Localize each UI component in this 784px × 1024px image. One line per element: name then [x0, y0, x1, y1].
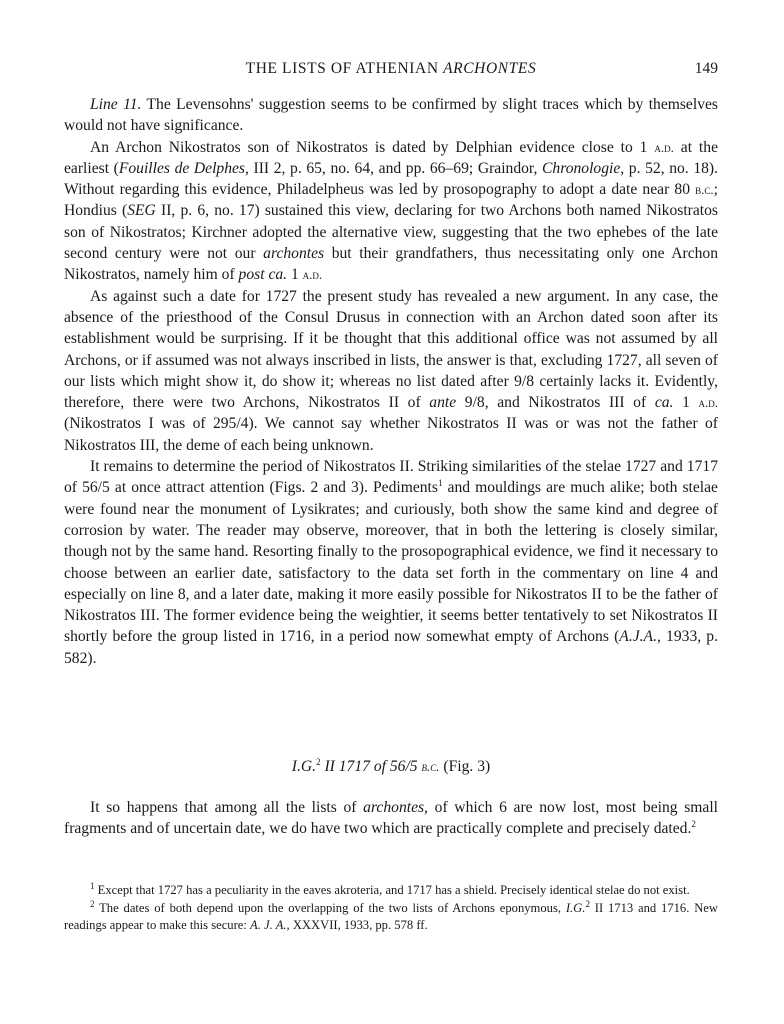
- text-span: ; Hondius (: [64, 181, 718, 220]
- heading-italic: II 1717 of 56/5: [320, 758, 422, 775]
- citation-title: A.J.A.,: [619, 628, 661, 646]
- running-title-text: THE LISTS OF ATHENIAN: [245, 60, 444, 77]
- text-span: (Nikostratos I was of 295/4). We cannot say whether Nikostratos II was or was not the father of Nikostratos III, the deme of each being unknown.: [64, 415, 718, 454]
- paragraph-lists: [64, 797, 718, 840]
- text-span: 9/8, and Nikostratos III of: [456, 394, 655, 412]
- footnote-text: II 1713 and 1716. New readings appear to make this secure:: [64, 900, 718, 932]
- footnote-text: Except that 1727 has a peculiarity in the eaves akroteria, and 1717 has a shield. Precisely identical stelae do not exist.: [94, 883, 690, 897]
- footnote-text: The dates of both depend upon the overlapping of the two lists of Archons eponymous,: [94, 900, 566, 915]
- text-span: III 2, p. 65, no. 64, and pp. 66–69; Graindor,: [248, 159, 543, 177]
- text-span: and mouldings are much alike; both stelae were found near the monument of Lysikrates; and curiously, both show the same kind and degree of corrosion by water. The reader may observe, moreover, that in both the lettering is closely similar, though not by the same hand. Resorting finally to the prosopographical evidence, we find it necessary to choose between an earlier date, satisfactory to the data set forth in the commentary on line 4 and especially on line 8, and a later date, making it more easily possible for Nikostratos II to be the father of Nikostratos III. The former evidence being the weightier, it seems better tentatively to set Nikostratos II shortly before the group listed in 1716, in a period now somewhat empty of Archons (: [64, 479, 718, 646]
- text-span: II, p. 6, no. 17) sustained this view, declaring for two Archons both named Nikostratos son of Nikostratos; Kirchner adopted the alternative view, suggesting that the two ephebes of the late second century were not our: [64, 202, 718, 263]
- main-text: [64, 94, 718, 669]
- text-span: An Archon Nikostratos son of Nikostratos is dated by Delphian evidence close to 1: [90, 138, 655, 156]
- text-span: of which 6 are now lost, most being small fragments and of uncertain date, we do have two which are practically complete and precisely dated.: [64, 799, 718, 838]
- paragraph-text: The Levensohns' suggestion seems to be confirmed by slight traces which by themselves would not have significance.: [64, 96, 718, 135]
- footnote-mark: 2: [90, 898, 95, 909]
- footnote-2: [64, 900, 718, 935]
- citation-title: A. J. A.,: [250, 918, 290, 932]
- paragraph-period: [64, 456, 718, 669]
- heading-sup: 2: [316, 756, 321, 767]
- text-span: but their grandfathers, thus necessitating only one Archon Nikostratos, namely him of: [64, 245, 719, 284]
- text-span: p. 52, no. 18). Without regarding this evidence, Philadelpheus was led by prosopography to adopt a date near 80: [64, 159, 719, 199]
- text-span: It remains to determine the period of Nikostratos II. Striking similarities of the stelae 1727 and 1717 of 56/5 at once attract attention (Figs. 2 and 3). Pediments: [64, 458, 718, 497]
- running-title-italic: ARCHONTES: [443, 60, 537, 77]
- era-abbrev: a.d.: [302, 267, 323, 283]
- text-span: 1: [673, 394, 699, 412]
- citation-title: SEG: [127, 202, 156, 220]
- era-abbrev: a.d.: [654, 139, 674, 155]
- running-title: [64, 60, 718, 78]
- era-abbrev: b.c.: [695, 182, 714, 198]
- footnote-ref-2[interactable]: 2: [691, 819, 696, 830]
- section-heading: [64, 758, 718, 776]
- section-text: [64, 797, 718, 840]
- paragraph-line-11: [64, 94, 718, 137]
- footnote-ref-1[interactable]: 1: [437, 478, 443, 489]
- line-reference: Line 11.: [90, 96, 142, 113]
- citation-title: I.G.: [565, 900, 586, 915]
- citation-title: Chronologie,: [542, 159, 625, 177]
- era-abbrev: b.c.: [421, 759, 440, 774]
- heading-fig: (Fig. 3): [439, 758, 491, 775]
- running-header: [64, 60, 718, 82]
- paragraph-date-argument: [64, 286, 718, 456]
- footnote-mark: 1: [90, 880, 95, 891]
- footnote-text: XXXVII, 1933, pp. 578 ff.: [289, 918, 428, 932]
- text-span: 1: [287, 266, 303, 284]
- italic-term: post ca.: [238, 266, 288, 284]
- citation-title: Fouilles de Delphes,: [118, 159, 249, 177]
- text-span: As against such a date for 1727 the present study has revealed a new argument. In any case, the absence of the priesthood of the Consul Drusus in connection with an Archon dated soon after its establishment would be surprising. If it be thought that this additional office was not assumed by all Archons, or if assumed was not always inscribed in lists, the answer is that, excluding 1727, all seven of our lists which might show it, do show it; whereas no list dated after 9/8 certainly lacks it. Evidently, therefore, there were two Archons, Nikostratos II of: [64, 287, 718, 412]
- italic-term: ca.: [654, 394, 674, 412]
- footnote-sup: 2: [585, 898, 590, 909]
- footnote-1: [64, 882, 718, 900]
- heading-ig: I.G.: [291, 758, 317, 775]
- text-span: 1933, p. 582).: [64, 628, 719, 667]
- page-number: 149: [694, 60, 718, 77]
- italic-term: ante: [429, 394, 457, 412]
- italic-term: archontes,: [363, 799, 428, 816]
- paragraph-archon-nikostratos: [64, 137, 718, 286]
- italic-term: archontes: [263, 245, 325, 263]
- text-span: It so happens that among all the lists of: [90, 799, 364, 816]
- text-span: at the earliest (: [64, 138, 718, 177]
- era-abbrev: a.d.: [698, 395, 719, 411]
- footnotes: [64, 882, 718, 935]
